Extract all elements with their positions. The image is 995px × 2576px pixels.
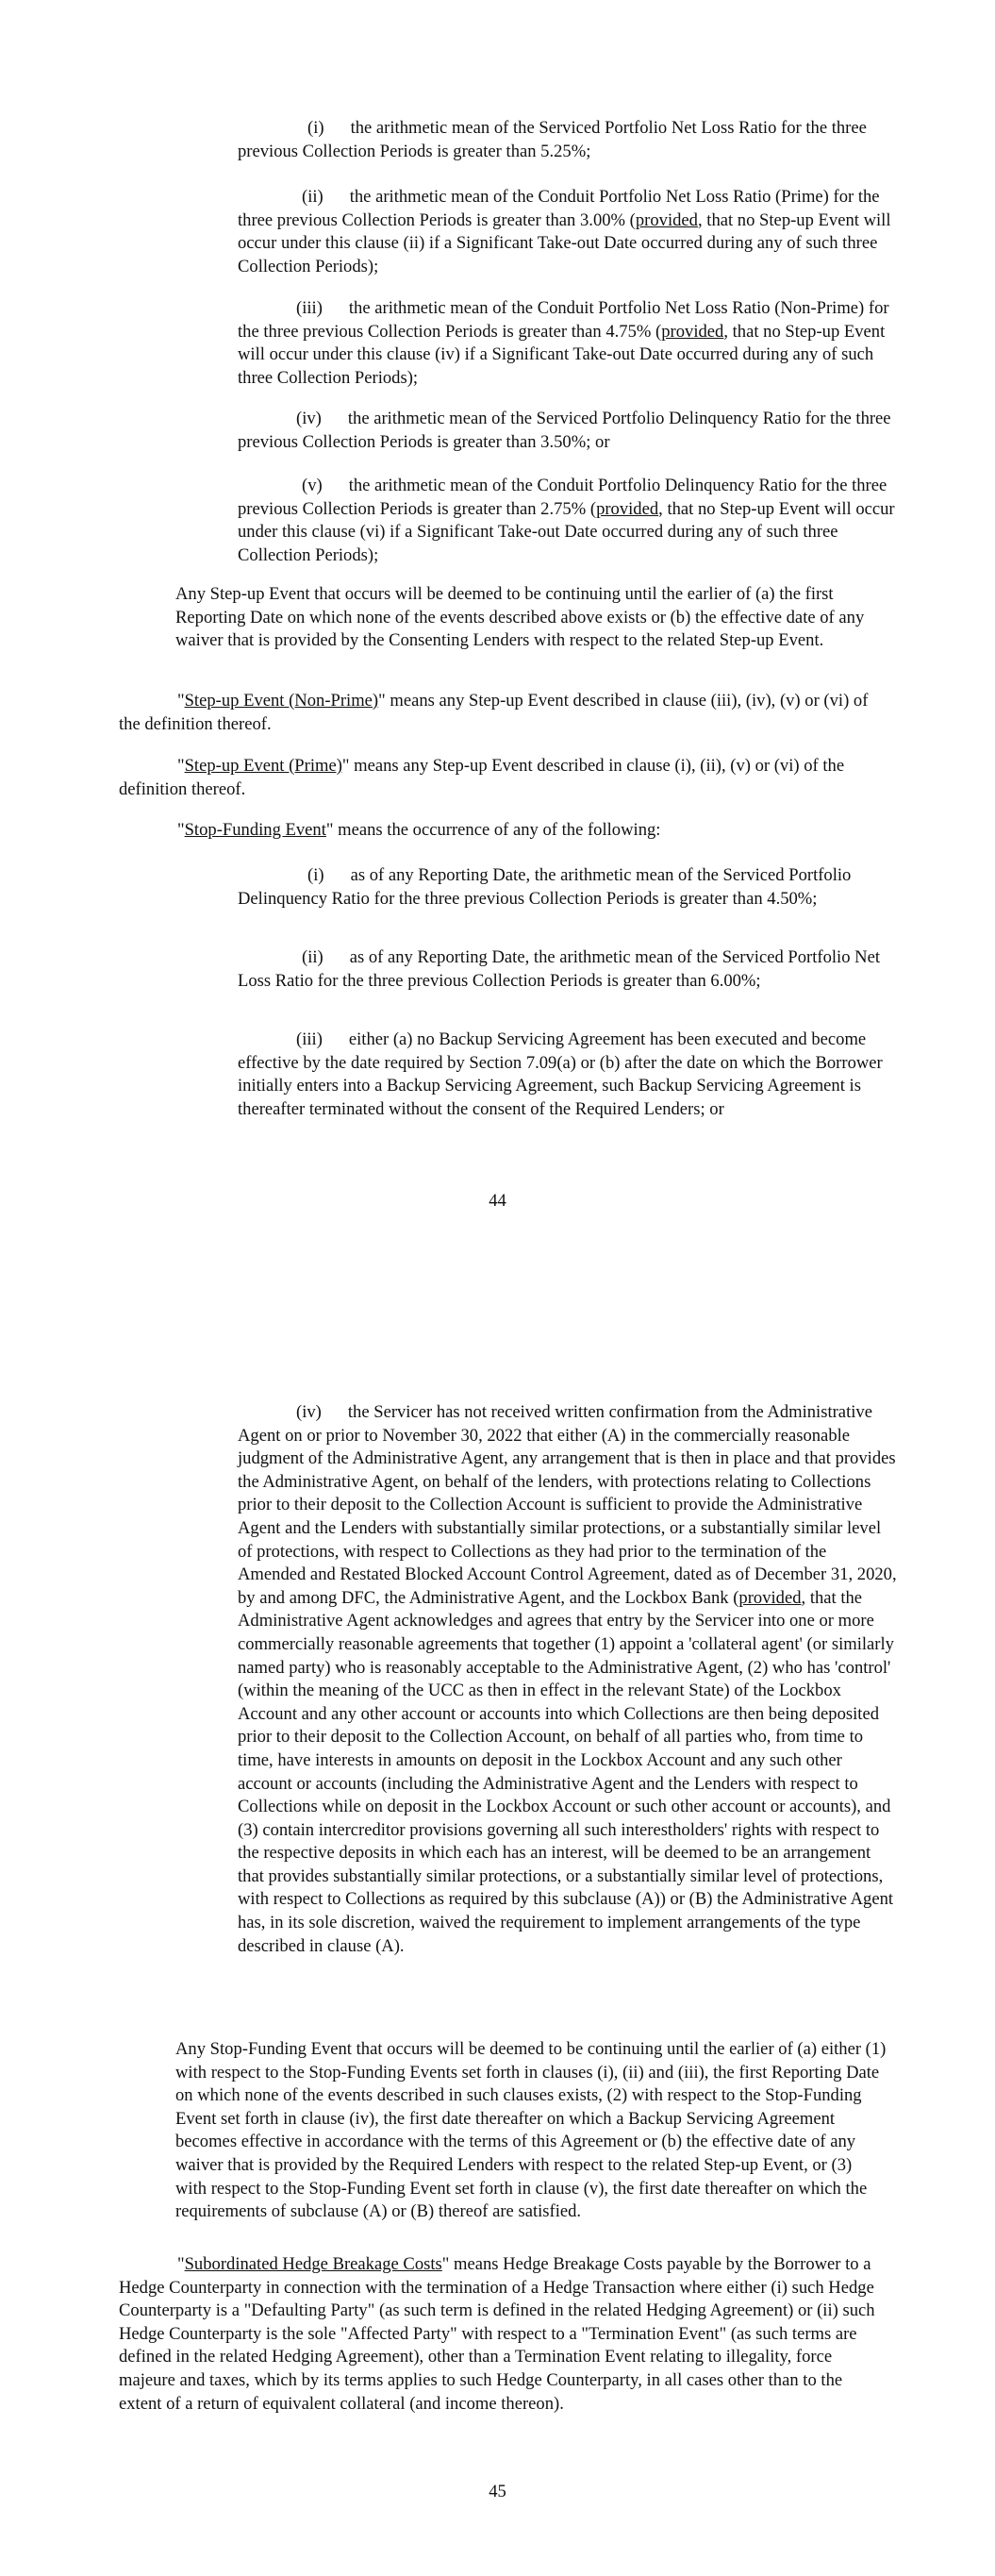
step-up-clause-ii — [238, 186, 898, 278]
step-up-clause-iii — [238, 297, 898, 390]
clause-number: (i) — [307, 865, 324, 885]
page-number-44: 44 — [489, 1191, 506, 1211]
clause-text-cont: , that the Administrative Agent acknowledges and agrees that entry by the Servicer into one or more commercially reasonable agreements that together (1) appoint a 'collateral agent' (or similarly named party) who is reasonably acceptable to the Administrative Agent, (2) who has 'control' (within the meaning of the UCC as then in effect in the relevant State) of the Lockbox Account and any other account or accounts into which Collections are then being deposited prior to their deposit to the Collection Account, on behalf of all parties who, from time to time, have interests in amounts on deposit in the Lockbox Account and any such other account or accounts (including the Administrative Agent and the Lenders with respect to Collections while on deposit in the Lockbox Account or such other account or accounts), and (3) contain intercreditor provisions governing all such interestholders' rights with respect to the respective deposits in which each has an interest, will be deemed to be an arrangement that provides substantially similar protections, or a substantially similar level of protections, with respect to Collections as required by this subclause (A)) or (B) the Administrative Agent has, in its sole discretion, waived the requirement to implement arrangements of the type described in clause (A). — [238, 1587, 894, 1956]
stop-funding-clause-i — [238, 864, 898, 911]
provided-term: provided — [596, 498, 659, 519]
open-quote: " — [177, 756, 185, 776]
open-quote: " — [177, 691, 185, 711]
clause-number: (ii) — [302, 947, 323, 967]
defined-term: Stop-Funding Event — [184, 820, 326, 840]
clause-text: the arithmetic mean of the Serviced Portfolio Delinquency Ratio for the three previous Collection Periods is greater than 3.50%; or — [238, 409, 891, 452]
provided-term: provided — [738, 1587, 802, 1608]
definition-text: " means any Step-up Event described in clause (iii), (iv), (v) or (vi) of the definition thereof. — [119, 691, 869, 734]
clause-text: as of any Reporting Date, the arithmetic mean of the Serviced Portfolio Net Loss Ratio for the three previous Collection Periods is greater than 6.00%; — [238, 947, 881, 991]
clause-number: (iv) — [296, 1402, 322, 1422]
clause-number: (i) — [307, 118, 324, 138]
defined-term: Subordinated Hedge Breakage Costs — [184, 2254, 442, 2274]
open-quote: " — [177, 2254, 185, 2274]
stop-funding-continuing-paragraph: Any Stop-Funding Event that occurs will be deemed to be continuing until the earlier of (a) either (1) with respect to the Stop-Funding Events set forth in clauses (i), (ii) and (iii), the first Reporting Date on which none of the events described in such clauses exists, (2) with respect to the Stop-Funding Event set forth in clause (iv), the first date thereafter on which a Backup Servicing Agreement becomes effective in accordance with the terms of this Agreement or (b) the effective date of any waiver that is provided by the Required Lenders with respect to the related Step-up Event, or (3) with respect to the Stop-Funding Event set forth in clause (v), the first date thereafter on which the requirements of subclause (A) or (B) thereof are satisfied. — [175, 2039, 887, 2222]
definition-step-up-prime — [119, 755, 887, 801]
clause-text: the arithmetic mean of the Conduit Portfolio Delinquency Ratio for the three previous Collection Periods is greater than 2.75% ( — [238, 476, 887, 519]
stop-funding-clause-ii — [238, 946, 898, 993]
step-up-clause-iv — [238, 408, 898, 454]
clause-number: (v) — [302, 476, 323, 495]
step-up-continuing-paragraph: Any Step-up Event that occurs will be deemed to be continuing until the earlier of (a) the first Reporting Date on which none of the events described above exists or (b) the effective date of any waiver that is provided by the Consenting Lenders with respect to the related Step-up Event. — [175, 584, 865, 651]
clause-text: the arithmetic mean of the Conduit Portfolio Net Loss Ratio (Non-Prime) for the three previous Collection Periods is greater than 4.75% ( — [238, 298, 889, 342]
clause-number: (iii) — [296, 1029, 323, 1049]
definition-step-up-non-prime — [119, 690, 887, 736]
defined-term: Step-up Event (Prime) — [184, 756, 342, 776]
stop-funding-clause-iii — [238, 1029, 898, 1121]
definition-text: " means the occurrence of any of the following: — [325, 820, 661, 840]
stop-funding-clause-iv — [238, 1401, 898, 1958]
clause-number: (ii) — [302, 187, 323, 207]
provided-term: provided — [635, 209, 698, 230]
clause-number: (iv) — [296, 409, 322, 428]
clause-text: either (a) no Backup Servicing Agreement has been executed and become effective by the date required by Section 7.09(a) or (b) after the date on which the Borrower initially enters into a Backup Servicing Agreement, such Backup Servicing Agreement is thereafter terminated without the consent of the Required Lenders; or — [238, 1029, 883, 1119]
definition-text: " means Hedge Breakage Costs payable by the Borrower to a Hedge Counterparty in connection with the termination of a Hedge Transaction where either (i) such Hedge Counterparty is a "Defaulting Party" (as such term is defined in the related Hedging Agreement) or (ii) such Hedge Counterparty is the sole "Affected Party" with respect to a "Termination Event" (as such terms are defined in the related Hedging Agreement), other than a Termination Event relating to illegality, force majeure and taxes, which by its terms applies to such Hedge Counterparty, in all cases other than to the extent of a return of equivalent collateral (and income thereon). — [119, 2254, 875, 2414]
step-up-clause-v — [238, 475, 898, 567]
definition-subordinated-hedge-breakage-costs — [119, 2253, 887, 2416]
clause-number: (iii) — [296, 298, 323, 318]
step-up-clause-i — [238, 117, 898, 163]
page-number-45: 45 — [489, 2482, 506, 2501]
clause-text-cont: , that no Step-up Event will occur under this clause (iv) if a Significant Take-out Date occurred during any of such three Collection Periods); — [238, 321, 886, 388]
definition-text: " means any Step-up Event described in clause (i), (ii), (v) or (vi) of the definition thereof. — [119, 756, 845, 799]
clause-text: the Servicer has not received written confirmation from the Administrative Agent on or prior to November 30, 2022 that either (A) in the commercially reasonable judgment of the Administrative Agent, any arrangement that is then in place and that provides the Administrative Agent, on behalf of the lenders, with protections relating to Collections prior to their deposit to the Collection Account is sufficient to provide the Administrative Agent and the Lenders with substantially similar protections, or a substantially similar level of protections, with respect to Collections as they had prior to the termination of the Amended and Restated Blocked Account Control Agreement, dated as of December 31, 2020, by and among DFC, the Administrative Agent, and the Lockbox Bank ( — [238, 1402, 897, 1608]
defined-term: Step-up Event (Non-Prime) — [184, 691, 379, 711]
definition-stop-funding-event — [119, 819, 887, 843]
clause-text: the arithmetic mean of the Conduit Portfolio Net Loss Ratio (Prime) for the three previous Collection Periods is greater than 3.00% ( — [238, 187, 880, 230]
provided-term: provided — [661, 321, 724, 342]
clause-text: as of any Reporting Date, the arithmetic mean of the Serviced Portfolio Delinquency Ratio for the three previous Collection Periods is greater than 4.50%; — [238, 865, 852, 909]
clause-text-cont: , that no Step-up Event will occur under this clause (ii) if a Significant Take-out Date occurred during any of such three Collection Periods); — [238, 209, 891, 276]
clause-text: the arithmetic mean of the Serviced Portfolio Net Loss Ratio for the three previous Collection Periods is greater than 5.25%; — [238, 118, 867, 161]
open-quote: " — [177, 820, 185, 840]
clause-text-cont: , that no Step-up Event will occur under this clause (vi) if a Significant Take-out Date occurred during any of such three Collection Periods); — [238, 498, 895, 565]
